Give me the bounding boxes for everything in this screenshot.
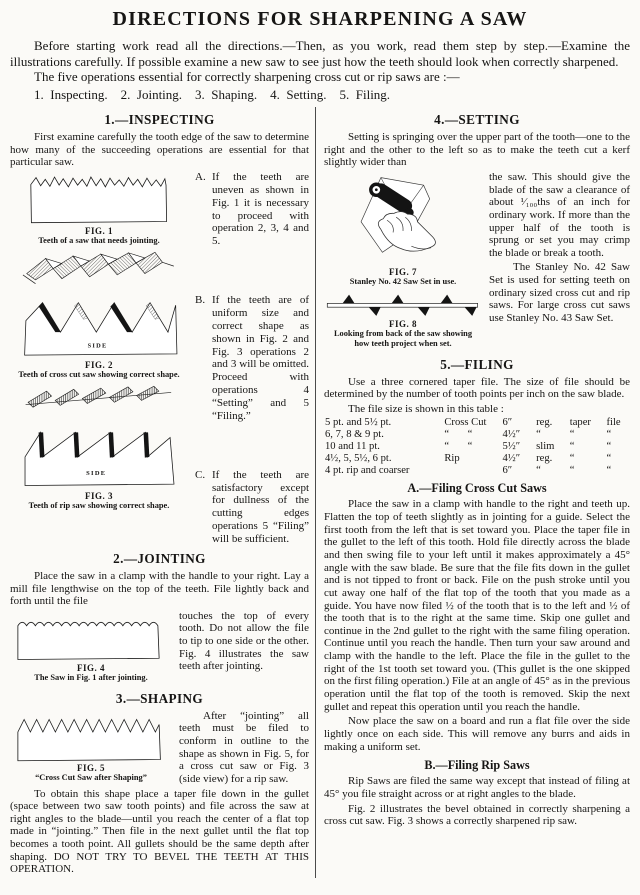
figure-1 bbox=[10, 173, 188, 246]
intro-paragraph-2: The five operations essential for correctly sharpening cross cut or rip saws are :— bbox=[34, 69, 460, 85]
fig3-side-view-drawing bbox=[17, 422, 182, 490]
jointing-paragraph-start: Place the saw in a clamp with the handle to your right. Lay a mill file lengthwise on the top of the teeth. File lightly back and forth until the file bbox=[10, 569, 309, 608]
fig5-caption: “Cross Cut Saw after Shaping” bbox=[35, 772, 147, 782]
operations-list: 1. Inspecting. 2. Jointing. 3. Shaping. 4. Setting. 5. Filing. bbox=[34, 86, 391, 102]
fig7-drawing bbox=[337, 173, 469, 266]
section-heading-jointing: 2.—JOINTING bbox=[113, 550, 206, 566]
saw-type-cell: Rip bbox=[444, 452, 460, 464]
shaping-figure-row bbox=[10, 710, 309, 788]
file-table-row bbox=[324, 429, 630, 441]
file-table-row bbox=[324, 465, 630, 477]
file-size-table bbox=[324, 417, 630, 476]
fig5-label: FIG. 5 bbox=[76, 762, 105, 773]
section-heading-shaping: 3.—SHAPING bbox=[115, 690, 204, 706]
setting-text-column bbox=[489, 171, 630, 327]
fig1-drawing bbox=[24, 173, 174, 225]
inspecting-item-a bbox=[195, 171, 309, 248]
fig1-caption: Teeth of a saw that needs jointing. bbox=[38, 235, 160, 245]
page-title: DIRECTIONS FOR SHARPENING A SAW bbox=[112, 8, 528, 30]
inspecting-figures-row bbox=[10, 171, 309, 546]
section-heading-inspecting: 1.—INSPECTING bbox=[104, 112, 215, 128]
file-style-cell: reg. bbox=[536, 417, 553, 429]
figure-4 bbox=[10, 612, 172, 683]
file-kind-cell: “ bbox=[569, 429, 575, 440]
file-kind-cell: “ bbox=[569, 452, 575, 464]
shaping-paragraph-wrap: After “jointing” all teeth must be filed to conform in outline to the shape as shown in Fig. 5, for a cross cut saw or Fig. 3 (side view) for a rip saw. bbox=[179, 709, 309, 785]
fig2-top-view-drawing bbox=[19, 251, 179, 295]
section-heading-setting: 4.—SETTING bbox=[434, 112, 520, 128]
saw-type-cell: “ “ bbox=[444, 440, 473, 452]
figure-8 bbox=[324, 292, 482, 349]
file-length-cell: 6″ bbox=[502, 417, 513, 429]
left-column bbox=[10, 107, 315, 878]
file-word-cell: “ bbox=[606, 464, 612, 476]
fig7-caption: Stanley No. 42 Saw Set in use. bbox=[349, 276, 457, 286]
points-cell: 4½, 5, 5½, 6 pt. bbox=[325, 452, 392, 464]
fig4-caption: The Saw in Fig. 1 after jointing. bbox=[34, 672, 148, 682]
fig4-label: FIG. 4 bbox=[76, 662, 105, 673]
intro-block bbox=[10, 38, 630, 85]
fig4-drawing bbox=[12, 612, 170, 662]
fig7-label: FIG. 7 bbox=[388, 266, 417, 277]
fig2-label: FIG. 2 bbox=[84, 359, 113, 370]
filing-rip-paragraph-1: Rip Saws are filed the same way except that instead of filing at 45° you file straight across or at right angles to the blade. bbox=[324, 775, 630, 800]
fig3-caption: Teeth of rip saw showing correct shape. bbox=[28, 500, 170, 510]
file-kind-cell: “ bbox=[569, 440, 575, 452]
saw-type-cell: “ “ bbox=[444, 429, 473, 440]
fig8-drawing bbox=[324, 292, 482, 318]
file-style-cell: slim bbox=[536, 440, 555, 452]
subheading-filing-cross-cut: A.—Filing Cross Cut Saws bbox=[407, 481, 547, 496]
item-a-letter: A. bbox=[195, 170, 206, 183]
figure-7 bbox=[324, 173, 482, 287]
filing-cross-cut-paragraph-2: Now place the saw on a board and run a flat file over the side lightly once on each side. This will remove any burrs and aids in making a uniform set. bbox=[324, 715, 630, 753]
inspecting-intro: First examine carefully the tooth edge of the saw to determine how many of the succeeding operations are essential for that particular saw. bbox=[10, 131, 309, 169]
file-table-row bbox=[324, 441, 630, 453]
file-word-cell: “ bbox=[606, 452, 612, 464]
filing-cross-cut-paragraph-1: Place the saw in a clamp with handle to the right and teeth up. Flatten the top of teeth slightly as in jointing for a guide. Select the first tooth from the left that is set toward you. Place the taper file in the gullet to the left of this tooth. Hold file directly across the blade and then swing file to your left until it makes approximately a 45° angle with the saw blade. Be sure that the file fits down in the gullet and is not tipped to front or back. File on the push stroke until you cut away one half of the flat top of the tooth that you made as a guide. You have now filed ½ of the tooth that is to the left and ½ of the tooth that is to the right at the same time. Skip one gullet and continue in the 2nd gullet to the right with the same filing operation. Continue until you reach the handle. Then turn your saw around and clamp with the handle to the left. Place the file in the gullet to the right of the 1st tooth set toward you. (This gullet is the one skipped on the first filing operation.) File at an angle of 45° as in the previous operation until the flat top of the tooth is removed. Skip the next gullet and repeat this operation until you reach the handle. bbox=[324, 498, 630, 713]
file-style-cell: reg. bbox=[536, 452, 553, 464]
file-word-cell: “ bbox=[606, 429, 612, 440]
right-column bbox=[316, 107, 630, 878]
saw-type-cell bbox=[443, 465, 501, 477]
jointing-paragraph-wrap: touches the top of every tooth. Do not allow the file to tip to one side or the other. Fig. 4 illustrates the saw teeth after jointing. bbox=[179, 609, 309, 673]
fig2-side-label: SIDE bbox=[87, 342, 108, 350]
inspecting-item-b bbox=[195, 294, 309, 423]
fig3-label: FIG. 3 bbox=[84, 490, 113, 501]
item-a-text: If the teeth are uneven as shown in Fig. 1 it is necessary to proceed with operation 2, 3, 4 and 5. bbox=[212, 170, 309, 248]
file-table-row bbox=[324, 453, 630, 465]
fig8-label: FIG. 8 bbox=[388, 318, 417, 329]
filing-paragraph-1: Use a three cornered taper file. The size of file should be determined by the number of tooth points per inch on the saw blade. bbox=[324, 375, 630, 401]
shaping-paragraph-2: To obtain this shape place a taper file down in the gullet (space between two saw tooth points) and file across the saw at right angles to the blade—until you reach the center of a flat top made in “jointing.” Then file in the next gullet until the flat top becomes a tooth point. All gullets should be the same depth after shaping. DO NOT TRY TO BEVEL THE TEETH AT THIS OPERATION. bbox=[10, 787, 309, 876]
file-kind-cell: “ bbox=[569, 464, 575, 476]
points-cell: 5 pt. and 5½ pt. bbox=[325, 417, 392, 429]
item-c-letter: C. bbox=[195, 468, 206, 481]
setting-figures-row bbox=[324, 171, 630, 352]
fig3-top-view-drawing bbox=[19, 385, 179, 422]
setting-paragraph-2: The Stanley No. 42 Saw Set is used for setting teeth on ordinary sized cross cut and rip saws. For large cross cut saws use Stanley No. 43 Saw Set. bbox=[489, 261, 630, 324]
file-style-cell: “ bbox=[536, 464, 541, 476]
two-column-layout bbox=[10, 107, 630, 878]
fig2-side-view-drawing bbox=[17, 295, 182, 359]
file-length-cell: 4½″ bbox=[502, 452, 521, 464]
filing-rip-paragraph-2: Fig. 2 illustrates the bevel obtained in correctly sharpening a cross cut saw. Fig. 3 shows a correctly sharpened rip saw. bbox=[324, 802, 630, 828]
item-b-text: If the teeth are of uniform size and correct shape as shown in Fig. 2 and Fig. 3 operations 2 and 3 will be omitted. Proceed with operations 4 “Setting” and 5 “Filing.” bbox=[212, 294, 309, 422]
figure-2 bbox=[10, 251, 188, 380]
intro-paragraph-1: Before starting work read all the directions.—Then, as you work, read them step by step.—Examine the illustrations carefully. If possible examine a new saw to see just how the teeth should look when correctly sharpened. bbox=[10, 38, 630, 69]
file-length-cell: 5½″ bbox=[502, 440, 521, 452]
file-table-row bbox=[324, 417, 630, 429]
jointing-figure-row bbox=[10, 610, 309, 686]
points-cell: 6, 7, 8 & 9 pt. bbox=[325, 429, 384, 440]
file-style-cell: “ bbox=[536, 429, 541, 440]
file-word-cell: file bbox=[606, 417, 621, 429]
inspecting-figures bbox=[10, 171, 188, 514]
setting-paragraph-wrap: the saw. This should give the blade of the saw a clearance of about ¹⁄₁₀₀ths of an inch for ordinary work. If more than the upper half of the tooth is sprung or set you may crimp the blade or break a tooth. bbox=[489, 170, 630, 259]
file-length-cell: 6″ bbox=[502, 464, 513, 476]
item-b-letter: B. bbox=[195, 294, 206, 307]
inspecting-item-c bbox=[195, 469, 309, 546]
fig8-caption: Looking from back of the saw showing how teeth project when set. bbox=[333, 328, 473, 348]
item-c-text: If the teeth are satisfactory except for dullness of the cutting edges operations 5 “Filing” will be sufficient. bbox=[212, 468, 309, 545]
fig3-side-label: SIDE bbox=[85, 469, 106, 477]
saw-type-cell: Cross Cut bbox=[444, 417, 487, 429]
section-heading-filing: 5.—FILING bbox=[440, 356, 514, 372]
subheading-filing-rip: B.—Filing Rip Saws bbox=[424, 758, 530, 773]
file-length-cell: 4½″ bbox=[502, 429, 521, 440]
setting-paragraph-start: Setting is springing over the upper part of the tooth—one to the right and the other to the left so as to make the teeth cut a kerf slightly wider than bbox=[324, 131, 630, 169]
figure-3 bbox=[10, 385, 188, 511]
fig5-drawing bbox=[12, 712, 170, 762]
file-table-intro: The file size is shown in this table : bbox=[348, 402, 504, 415]
points-cell: 4 pt. rip and coarser bbox=[325, 464, 410, 476]
inspecting-items bbox=[195, 171, 309, 546]
file-kind-cell: taper bbox=[569, 417, 591, 429]
points-cell: 10 and 11 pt. bbox=[325, 440, 380, 452]
figure-5 bbox=[10, 712, 172, 783]
fig1-label: FIG. 1 bbox=[84, 225, 113, 236]
file-word-cell: “ bbox=[606, 440, 612, 452]
fig2-caption: Teeth of cross cut saw showing correct shape. bbox=[18, 369, 180, 379]
setting-figures bbox=[324, 171, 482, 352]
